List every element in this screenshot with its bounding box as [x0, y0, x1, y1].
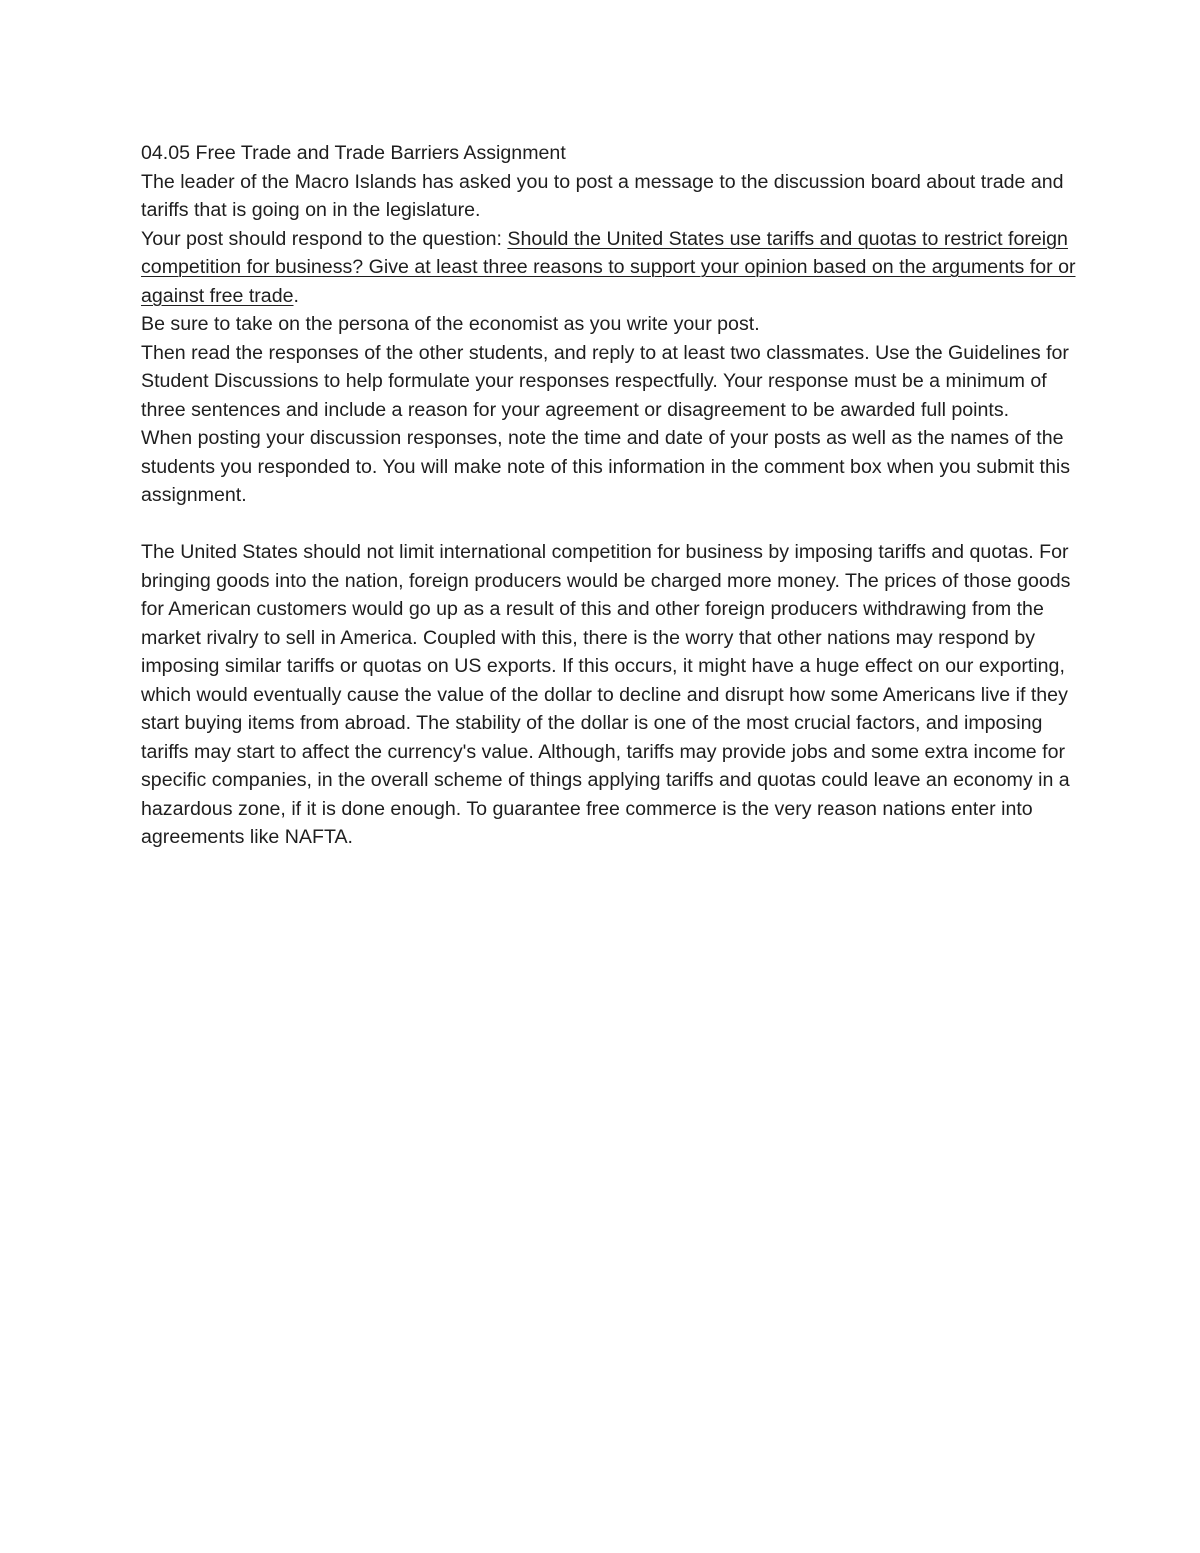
question-end: . — [293, 284, 299, 307]
paragraph-gap — [141, 510, 1076, 539]
assignment-title: 04.05 Free Trade and Trade Barriers Assignment — [141, 142, 566, 164]
question-lead: Your post should respond to the question: — [141, 227, 508, 250]
question-text: Should the United States use tariffs and quotas to restrict foreign competition for business? Give at least three reasons to support your opinion based on the arguments for or against free trade — [141, 227, 1076, 307]
response-body: The United States should not limit international competition for business by imposing tariffs and quotas. For bringing goods into the nation, foreign producers would be charged more money. The prices of those goods for American customers would go up as a result of this and other foreign producers withdrawing from the market rivalry to sell in America. Coupled with this, there is the worry that other nations may respond by imposing similar tariffs or quotas on US exports. If this occurs, it might have a huge effect on our exporting, which would eventually cause the value of the dollar to decline and disrupt how some Americans live if they start buying items from abroad. The stability of the dollar is one of the most crucial factors, and imposing tariffs may start to affect the currency's value. Although, tariffs may provide jobs and some extra income for specific companies, in the overall scheme of things applying tariffs and quotas could leave an economy in a hazardous zone, if it is done enough. To guarantee free commerce is the very reason nations enter into agreements like NAFTA. — [141, 541, 1071, 848]
question-paragraph — [141, 225, 1076, 311]
reply-instruction: Then read the responses of the other students, and reply to at least two classmates. Use the Guidelines for Student Discussions to help formulate your responses respectfully. Your response must be a minimum of three sentences and include a reason for your agreement or disagreement to be awarded full points. — [141, 341, 1069, 421]
assignment-intro: The leader of the Macro Islands has asked you to post a message to the discussion board about trade and tariffs that is going on in the legislature. — [141, 170, 1064, 221]
persona-instruction: Be sure to take on the persona of the economist as you write your post. — [141, 313, 760, 335]
document-page — [141, 139, 1076, 852]
posting-instruction: When posting your discussion responses, note the time and date of your posts as well as the names of the students you responded to. You will make note of this information in the comment box when you submit this assignment. — [141, 427, 1071, 506]
